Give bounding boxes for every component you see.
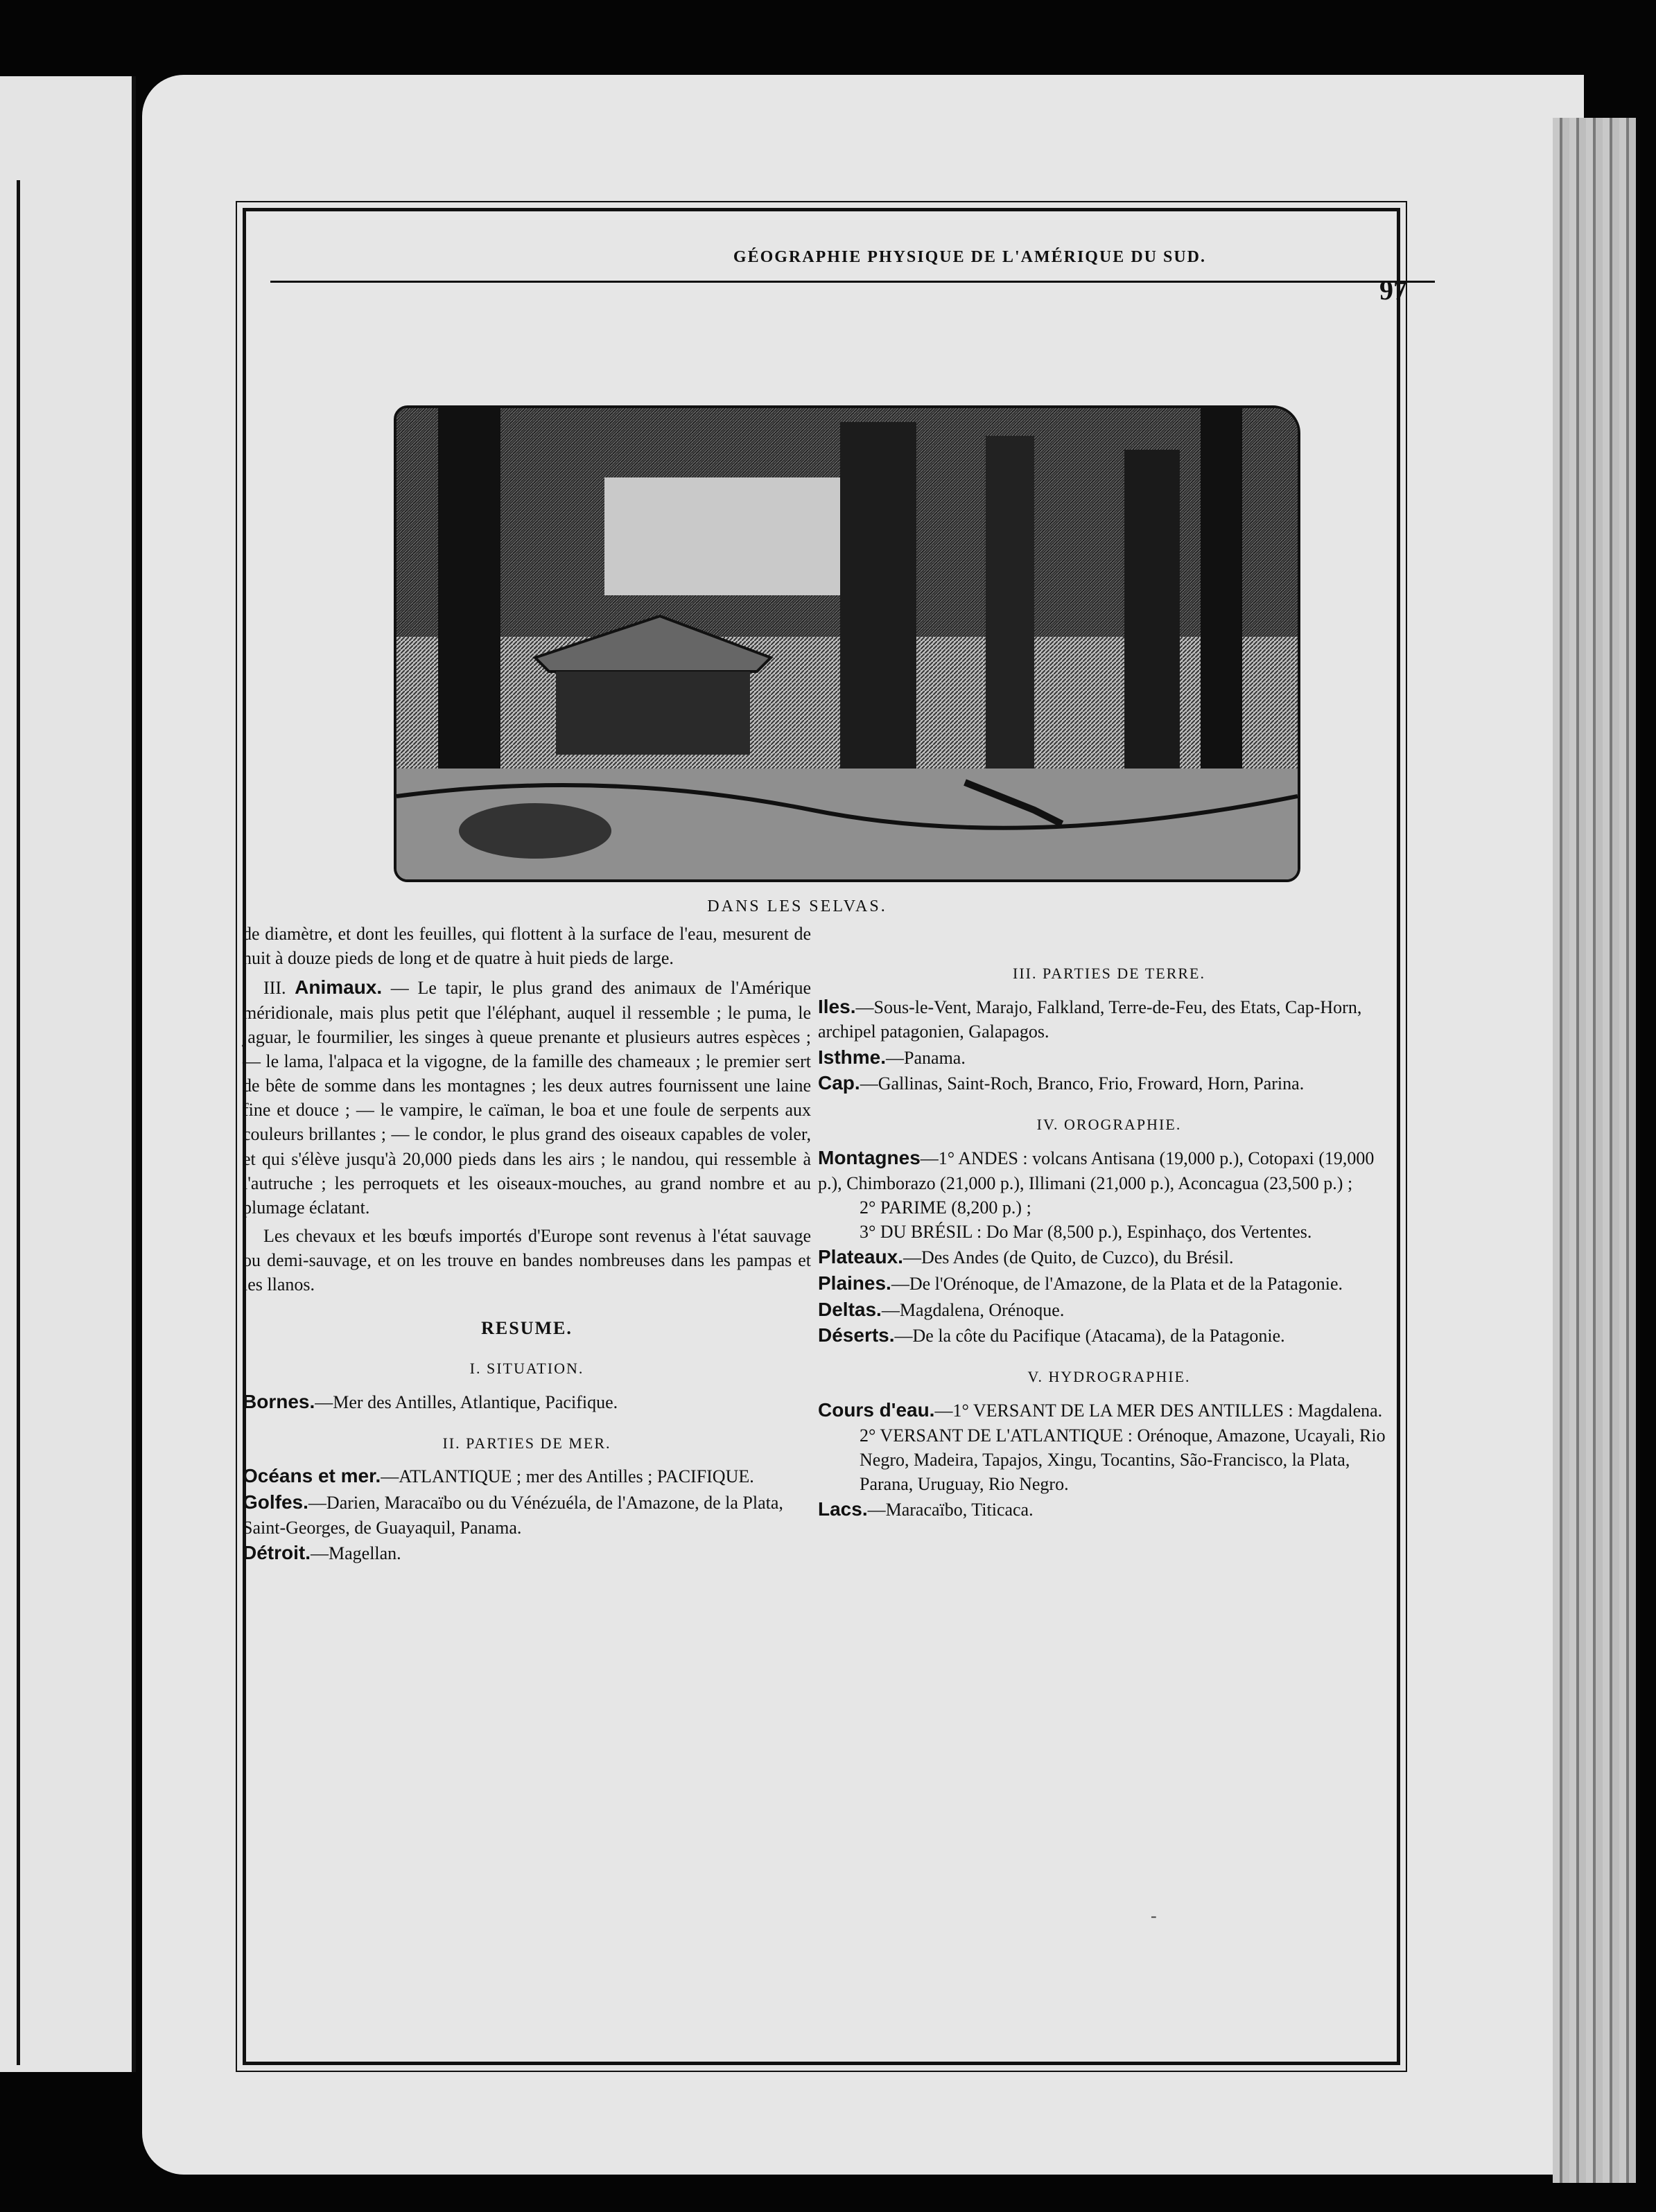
iles-text: —Sous-le-Vent, Marajo, Falkland, Terre-de-Feu, des Etats, Cap-Horn, archipel patagonien, Galapagos. [818, 997, 1362, 1042]
lacs-text: —Maracaïbo, Titicaca. [867, 1499, 1034, 1520]
deltas-term: Deltas. [818, 1298, 882, 1320]
cours-text: —1° VERSANT DE LA MER DES ANTILLES : Magdalena. [934, 1400, 1383, 1421]
stray-mark: - [1151, 1906, 1157, 1926]
book-page-edges [1553, 118, 1636, 2183]
deserts-entry [818, 1322, 1400, 1349]
plaines-entry [818, 1270, 1400, 1297]
running-head: GÉOGRAPHIE PHYSIQUE DE L'AMÉRIQUE DU SUD. [733, 248, 1206, 266]
oceans-text: —ATLANTIQUE ; mer des Antilles ; PACIFIQUE. [381, 1466, 754, 1487]
cours-atlantique: 2° VERSANT DE L'ATLANTIQUE : Orénoque, Amazone, Ucayali, Rio Negro, Madeira, Tapajos, Xingu, Tocantins, São-Francisco, la Plata, Parana, Uruguay, Rio Negro. [860, 1425, 1386, 1494]
oceans-entry [243, 1463, 811, 1489]
plateaux-text: —Des Andes (de Quito, de Cuzco), du Brésil. [903, 1247, 1234, 1267]
isthme-text: —Panama. [886, 1047, 966, 1068]
parties-de-terre-title: III. PARTIES DE TERRE. [1013, 965, 1205, 982]
left-column [243, 922, 811, 1566]
plateaux-entry [818, 1244, 1400, 1270]
animaux-term: Animaux. [295, 976, 383, 999]
chevaux-paragraph: Les chevaux et les bœufs importés d'Europe sont revenus à l'état sauvage ou demi-sauvage, et on les trouve en bandes nombreuses dans les pampas et les llanos. [243, 1225, 811, 1295]
deltas-entry [818, 1297, 1400, 1323]
cap-term: Cap. [818, 1072, 860, 1094]
montagnes-bresil: 3° DU BRÉSIL : Do Mar (8,500 p.), Espinhaço, dos Vertentes. [860, 1221, 1312, 1242]
isthme-term: Isthme. [818, 1046, 887, 1068]
montagnes-parime: 2° PARIME (8,200 p.) ; [860, 1197, 1031, 1218]
bornes-text: —Mer des Antilles, Atlantique, Pacifique. [315, 1392, 618, 1412]
isthme-entry [818, 1044, 1400, 1071]
animaux-paragraph [243, 974, 811, 1220]
cours-term: Cours d'eau. [818, 1398, 935, 1421]
detroit-text: —Magellan. [311, 1543, 401, 1564]
hydrographie-title: V. HYDROGRAPHIE. [1027, 1368, 1191, 1386]
bornes-term: Bornes. [243, 1390, 315, 1412]
cap-entry [818, 1070, 1400, 1096]
plaines-term: Plaines. [818, 1272, 891, 1294]
forest-illustration [394, 405, 1300, 882]
iles-term: Iles. [818, 995, 856, 1017]
montagnes-term: Montagnes [818, 1146, 921, 1168]
golfes-entry [243, 1489, 811, 1540]
deltas-text: —Magdalena, Orénoque. [881, 1299, 1065, 1320]
oceans-term: Océans et mer. [243, 1465, 381, 1487]
resume-title: RESUME. [481, 1318, 573, 1339]
orographie-title: IV. OROGRAPHIE. [1036, 1116, 1182, 1134]
header-rule [270, 281, 1435, 283]
cours-entry [818, 1397, 1400, 1423]
animaux-number: III. [263, 978, 286, 999]
animaux-text: — Le tapir, le plus grand des animaux de l'Amérique méridionale, mais plus petit que l'éléphant, auquel il ressemble ; le puma, le jaguar, le fourmilier, les singes à queue prenante et plusieurs autres espèces ; — le lama, l'alpaca et la vigogne, de la famille des chameaux ; le premier sert de bête de somme dans les montagnes ; les deux autres fournissent une laine fine et douce ; — le vampire, le caïman, le boa et une foule de serpents aux couleurs brillantes ; — le condor, le plus grand des oiseaux capables de voler, et qui s'élève jusqu'à 20,000 pieds dans les airs ; le nandou, qui ressemble à l'autruche ; les perroquets et les oiseaux-mouches, au grand nombre et au plumage éclatant. [243, 978, 811, 1218]
page-number: 97 [1379, 274, 1407, 306]
cap-text: —Gallinas, Saint-Roch, Branco, Frio, Froward, Horn, Parina. [860, 1073, 1305, 1094]
right-column [818, 963, 1400, 1522]
parties-de-mer-title: II. PARTIES DE MER. [442, 1434, 611, 1452]
previous-page-rule [0, 180, 20, 2065]
figure-caption: DANS LES SELVAS. [707, 897, 887, 915]
iles-entry [818, 994, 1400, 1044]
plaines-text: —De l'Orénoque, de l'Amazone, de la Plata et de la Patagonie. [891, 1273, 1343, 1294]
montagnes-entry [818, 1145, 1400, 1195]
deserts-text: —De la côte du Pacifique (Atacama), de la Patagonie. [894, 1326, 1285, 1346]
lacs-entry [818, 1496, 1400, 1522]
previous-page-edge [0, 76, 136, 2072]
lacs-term: Lacs. [818, 1498, 868, 1520]
paragraph-continuation: de diamètre, et dont les feuilles, qui flottent à la surface de l'eau, mesurent de huit à douze pieds de long et de quatre à huit pieds de large. [243, 924, 811, 969]
plateaux-term: Plateaux. [818, 1245, 903, 1267]
montagnes-text: —1° ANDES : volcans Antisana (19,000 p.), Cotopaxi (19,000 p.), Chimborazo (21,000 p.), Illimani (21,000 p.), Aconcagua (23,500 p.) ; [818, 1148, 1375, 1193]
golfes-term: Golfes. [243, 1491, 308, 1513]
situation-title: I. SITUATION. [469, 1360, 584, 1378]
bornes-entry [243, 1389, 811, 1415]
deserts-term: Déserts. [818, 1324, 895, 1346]
detroit-entry [243, 1540, 811, 1566]
golfes-text: —Darien, Maracaïbo ou du Vénézuéla, de l'Amazone, de la Plata, Saint-Georges, de Guayaquil, Panama. [243, 1493, 783, 1538]
detroit-term: Détroit. [243, 1542, 311, 1564]
